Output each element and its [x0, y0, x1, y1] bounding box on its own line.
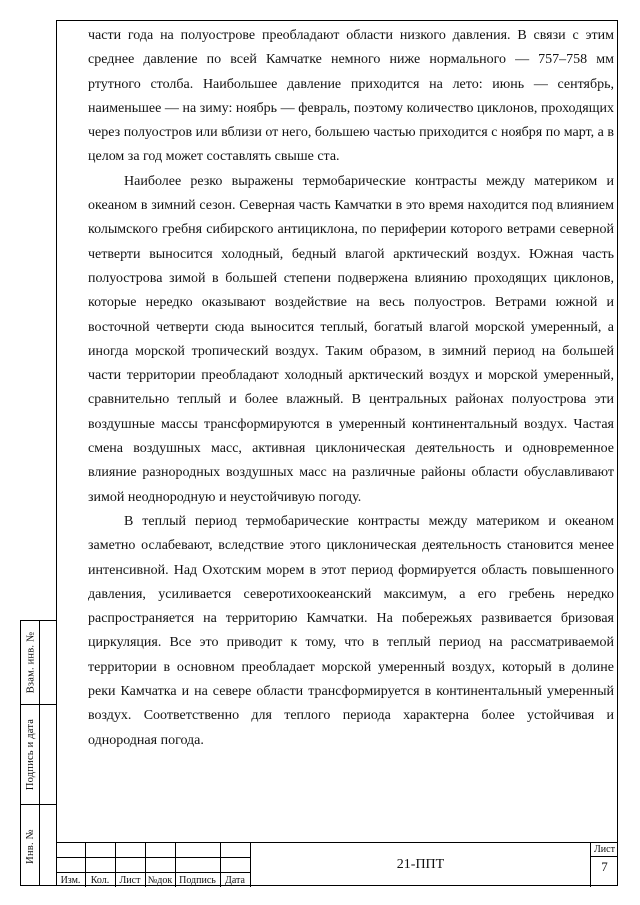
- column-label-date: Дата: [225, 875, 245, 886]
- paragraph-warm-period: В теплый период термобарические контрасты между материком и океаном заметно ослабевают, вследствие этого циклоническая деятельность становится менее интенсивной. Над Охотским морем в этот период формируется область повышенного давления, усиливается северотихоокеанский максимум, а его гребень нередко распространяется на территорию Камчатки. На побережьях развивается бризовая циркуляция. Все это приводит к тому, что в теплый период на рассматриваемой территории в основном преобладает морской умеренный воздух, который в долине реки Камчатка и на севере области трансформируется в континентальный умеренный воздух. Соответственно для теплого периода характерна более устойчивая и однородная погода.: [88, 513, 614, 748]
- column-label-quantity: Кол.: [90, 875, 110, 886]
- column-label-change: Изм.: [60, 875, 81, 886]
- sheet-box: [590, 843, 618, 887]
- document-code: 21-ППТ: [250, 843, 590, 887]
- side-cell-signature-date: [21, 705, 56, 805]
- revision-grid: [56, 843, 250, 887]
- side-label-signature-date: Подпись и дата: [25, 718, 36, 791]
- document-body: [88, 24, 614, 753]
- side-cell-inventory-number: [21, 805, 56, 887]
- column-label-sheet: Лист: [119, 875, 141, 886]
- side-stamp: [20, 620, 56, 886]
- column-label-signature: Подпись: [179, 875, 216, 886]
- paragraph-winter-contrasts: Наиболее резко выражены термобарические контрасты между материком и океаном в зимний сезон. Северная часть Камчатки в это время находится под влиянием колымского гребня сибирского антициклона, по периферии которого ветрами северной четверти выносится холодный, бедный влагой арктический воздух. Южная часть полуострова зимой в большей степени подвержена влиянию проходящих циклонов, которые нередко оказывают воздействие на весь полуостров. Ветрами южной и восточной четверти сюда выносится теплый, богатый влагой морской умеренный, а иногда морской тропический воздух. Таким образом, в зимний период на большей части территории преобладают холодный арктический воздух и морской умеренный, сравнительно теплый и более влажный. В центральных районах полуострова эти воздушные массы трансформируются в умеренный континентальный воздух. Частая смена воздушных масс, активная циклоническая деятельность и одновременное влияние разнородных воздушных масс на различные районы области обуславливают зимой неоднородную и неустойчивую погоду.: [88, 173, 614, 505]
- side-label-replacement-inv: Взам. инв. №: [25, 631, 37, 694]
- side-label-inventory-number: Инв. №: [25, 828, 37, 864]
- title-block: [56, 842, 618, 886]
- sheet-number: 7: [601, 859, 608, 874]
- paragraph-continuation: части года на полуострове преобладают области низкого давления. В связи с этим среднее давление по всей Камчатке немного ниже нормального — 757–758 мм ртутного столба. Наибольшее давление приходится на лето: июнь — сентябрь, наименьшее — на зиму: ноябрь — февраль, поэтому количество циклонов, проходящих через полуостров или вблизи от него, большею частью приходится с ноября по март, а в целом за год может составлять свыше ста.: [88, 28, 614, 165]
- column-label-doc-number: №док: [147, 875, 173, 886]
- sheet-label: Лист: [591, 843, 618, 857]
- side-cell-replacement-inv: [21, 621, 56, 705]
